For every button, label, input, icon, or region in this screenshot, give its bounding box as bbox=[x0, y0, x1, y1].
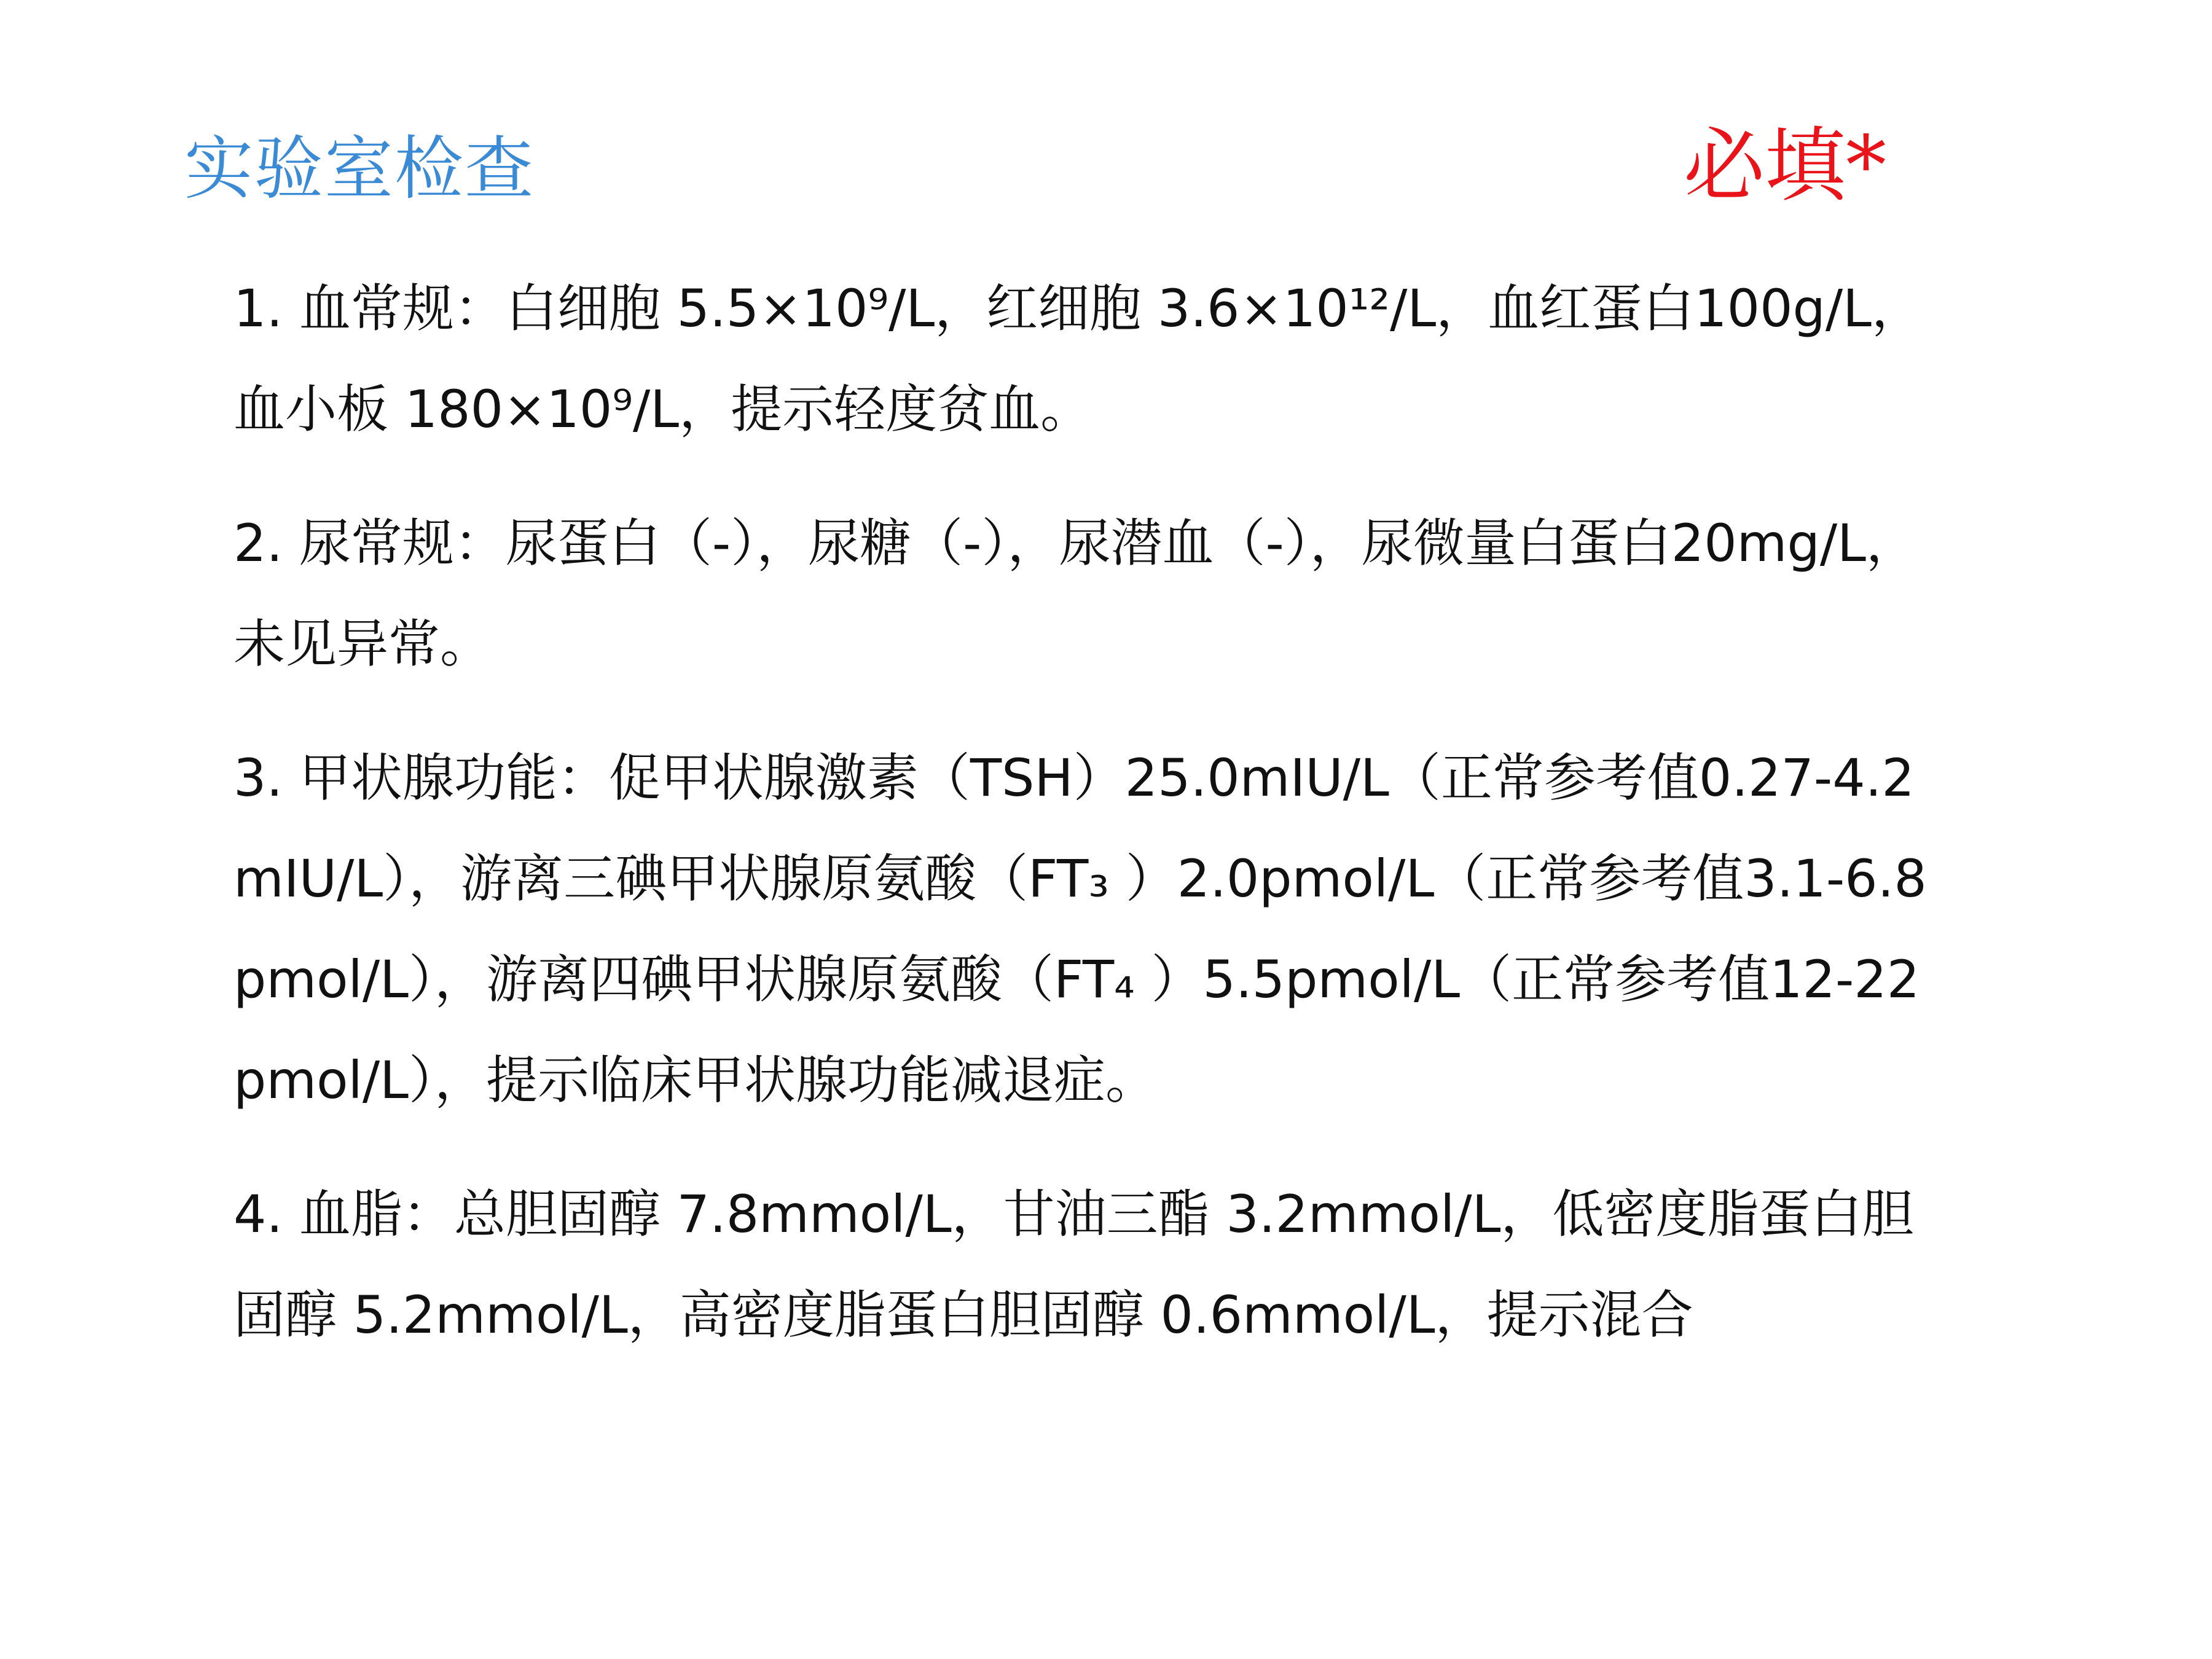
list-item-urine-routine: 2. 尿常规：尿蛋白（-），尿糖（-），尿潜血（-），尿微量白蛋白20mg/L，未见异常。 bbox=[233, 513, 1918, 674]
lab-results-list bbox=[233, 258, 1942, 1365]
list-item-blood-routine: 1. 血常规：白细胞 5.5×10⁹/L，红细胞 3.6×10¹²/L，血红蛋白100g/L，血小板 180×10⁹/L，提示轻度贫血。 bbox=[233, 278, 1923, 439]
list-item-blood-lipids: 4. 血脂：总胆固醇 7.8mmol/L，甘油三酯 3.2mmol/L，低密度脂蛋白胆固醇 5.2mmol/L，高密度脂蛋白胆固醇 0.6mmol/L，提示混合 bbox=[233, 1184, 1914, 1345]
list-item-thyroid-function: 3. 甲状腺功能：促甲状腺激素（TSH）25.0mIU/L（正常参考值0.27-4.2mIU/L），游离三碘甲状腺原氨酸（FT₃ ）2.0pmol/L（正常参考值3.1-6.8pmol/L），游离四碘甲状腺原氨酸（FT₄ ）5.5pmol/L（正常参考值12-22pmol/L），提示临床甲状腺功能减退症。 bbox=[233, 748, 1927, 1110]
required-label: 必填* bbox=[1684, 119, 1886, 213]
slide-title: 实验室检查 bbox=[184, 129, 535, 209]
